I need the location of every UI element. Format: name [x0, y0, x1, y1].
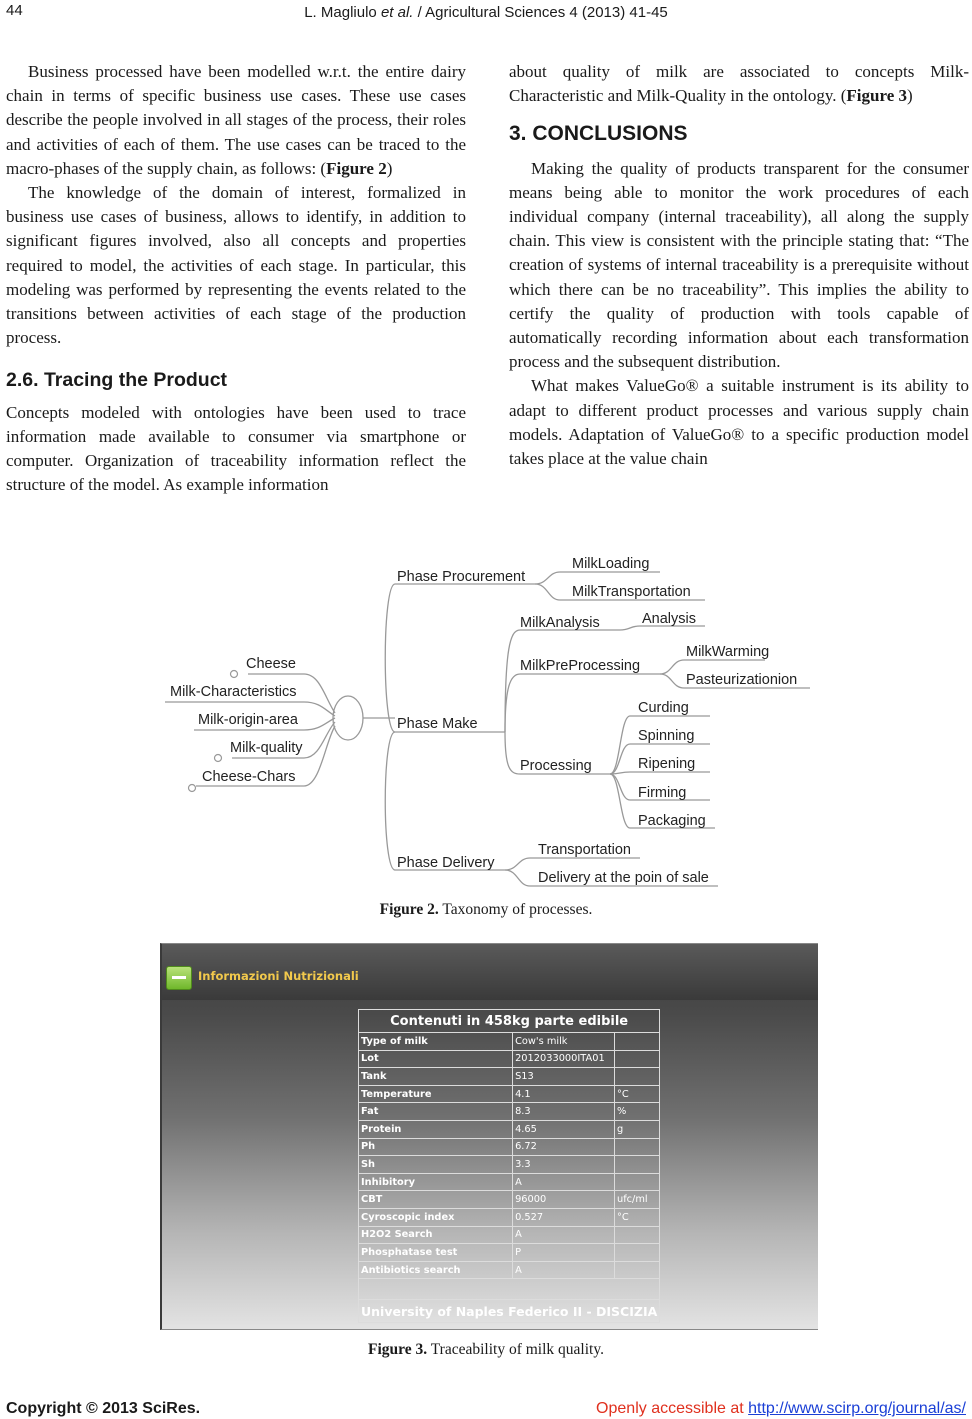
nutrition-table-footer: University of Naples Federico II - DISCIZIA — [359, 1300, 660, 1323]
table-row — [359, 1173, 660, 1191]
figure-3-caption-label: Figure 3. — [368, 1341, 428, 1358]
row-unit — [615, 1156, 660, 1174]
row-label: Inhibitory — [359, 1173, 513, 1191]
footer-access — [596, 1400, 966, 1418]
row-label: Ph — [359, 1138, 513, 1156]
row-value: 0.527 — [513, 1208, 615, 1226]
row-unit: g — [615, 1120, 660, 1138]
paragraph-text-end: ) — [907, 86, 913, 106]
row-unit: ufc/ml — [615, 1191, 660, 1209]
node-phase-procurement: Phase Procurement — [397, 569, 526, 585]
panel-title: Informazioni Nutrizionali — [198, 969, 359, 983]
node-phase-make: Phase Make — [397, 716, 478, 732]
table-row — [359, 1244, 660, 1262]
paragraph: Concepts modeled with ontologies have been used to trace information made available to consumer via smartphone or computer. Organization of traceability information reflect the structure of the model. As example information — [6, 402, 466, 495]
figure-3-reference[interactable]: Figure 3 — [846, 86, 908, 106]
figure-2-caption-label: Figure 2. — [379, 901, 439, 918]
row-unit: °C — [615, 1208, 660, 1226]
figure-3-caption-text: Traceability of milk quality. — [427, 1341, 604, 1358]
node-pasteurization: Pasteurizationion — [686, 672, 798, 688]
left-column — [6, 60, 466, 497]
table-row — [359, 1156, 660, 1174]
row-unit: °C — [615, 1085, 660, 1103]
row-label: H2O2 Search — [359, 1226, 513, 1244]
node-milk-warming: MilkWarming — [686, 644, 770, 660]
row-unit — [615, 1261, 660, 1279]
row-label: Sh — [359, 1156, 513, 1174]
footer-access-text: Openly accessible at — [596, 1400, 749, 1417]
row-value: P — [513, 1244, 615, 1262]
node-cheese: Cheese — [246, 656, 296, 672]
paragraph — [509, 60, 969, 108]
section-heading-conclusions: 3. CONCLUSIONS — [509, 122, 688, 146]
row-label: Tank — [359, 1068, 513, 1086]
table-row — [359, 1191, 660, 1209]
table-row — [359, 1033, 660, 1051]
table-row — [359, 1261, 660, 1279]
figure-2-caption — [0, 901, 972, 919]
node-analysis: Analysis — [642, 611, 696, 627]
node-milk-preprocessing: MilkPreProcessing — [520, 658, 641, 674]
row-label: Type of milk — [359, 1033, 513, 1051]
row-label: Antibiotics search — [359, 1261, 513, 1279]
running-head-authors: L. Magliulo — [304, 4, 381, 21]
row-unit — [615, 1033, 660, 1051]
node-milk-quality: Milk-quality — [230, 740, 303, 756]
nutrition-table-title: Contenuti in 458kg parte edibile — [359, 1010, 660, 1033]
footer-copyright: Copyright © 2013 SciRes. — [6, 1400, 201, 1417]
table-row — [359, 1085, 660, 1103]
running-head — [0, 4, 972, 21]
nutrition-table — [358, 1009, 660, 1323]
node-milk-loading: MilkLoading — [572, 556, 650, 572]
row-label: Temperature — [359, 1085, 513, 1103]
row-value: 6.72 — [513, 1138, 615, 1156]
row-value: 2012033000ITA01 — [513, 1050, 615, 1068]
row-unit — [615, 1138, 660, 1156]
figure-2-reference[interactable]: Figure 2 — [326, 158, 387, 178]
section-heading-tracing: 2.6. Tracing the Product — [6, 369, 228, 392]
table-row — [359, 1103, 660, 1121]
row-value: S13 — [513, 1068, 615, 1086]
row-value: 8.3 — [513, 1103, 615, 1121]
row-value: 3.3 — [513, 1156, 615, 1174]
row-label: Protein — [359, 1120, 513, 1138]
node-firming: Firming — [638, 785, 687, 801]
node-delivery-point-of-sale: Delivery at the poin of sale — [538, 870, 709, 886]
table-row — [359, 1208, 660, 1226]
row-value: A — [513, 1173, 615, 1191]
page-number: 44 — [6, 2, 23, 19]
table-row — [359, 1050, 660, 1068]
node-packaging: Packaging — [638, 813, 706, 829]
row-value: 4.65 — [513, 1120, 615, 1138]
node-transportation: Transportation — [538, 842, 631, 858]
row-label: Cyroscopic index — [359, 1208, 513, 1226]
node-milk-characteristics: Milk-Characteristics — [170, 684, 297, 700]
node-cheese-chars: Cheese-Chars — [202, 769, 296, 785]
figure-2-caption-text: Taxonomy of processes. — [438, 901, 593, 918]
row-value: A — [513, 1226, 615, 1244]
collapse-minus-icon[interactable] — [166, 966, 192, 990]
blank-cell — [359, 1279, 660, 1300]
panel-header — [162, 944, 818, 1000]
row-unit — [615, 1226, 660, 1244]
node-milk-analysis: MilkAnalysis — [520, 615, 600, 631]
row-value: A — [513, 1261, 615, 1279]
node-ripening: Ripening — [638, 756, 696, 772]
row-unit — [615, 1068, 660, 1086]
running-head-etal: et al. — [380, 4, 414, 21]
figure-2-mindmap — [160, 548, 815, 893]
node-spinning: Spinning — [638, 728, 695, 744]
row-unit: % — [615, 1103, 660, 1121]
row-label: Fat — [359, 1103, 513, 1121]
table-row — [359, 1226, 660, 1244]
table-row — [359, 1120, 660, 1138]
node-processing: Processing — [520, 758, 592, 774]
row-unit — [615, 1050, 660, 1068]
paragraph: The knowledge of the domain of interest, formalized in business use cases of business, allows to identify, in addition to significant figures involved, also all concepts and properties required to model, the activities of each stage. In particular, this modeling was performed by representing the events related to the transitions between activities of each stage of the production process. — [6, 183, 466, 348]
table-row — [359, 1138, 660, 1156]
right-column — [509, 60, 969, 471]
figure-3-screenshot — [160, 943, 818, 1330]
paragraph: What makes ValueGo® a suitable instrument is its ability to adapt to different product processes and various supply chain models. Adaptation of ValueGo® to a specific production model takes place at the value chain — [509, 376, 969, 469]
node-milk-origin-area: Milk-origin-area — [198, 712, 298, 728]
journal-link[interactable]: http://www.scirp.org/journal/as/ — [748, 1400, 966, 1417]
row-label: Lot — [359, 1050, 513, 1068]
running-head-journal: / Agricultural Sciences 4 (2013) 41-45 — [413, 4, 668, 21]
node-milk-transportation: MilkTransportation — [572, 584, 691, 600]
paragraph-text: about quality of milk are associated to concepts Milk-Characteristic and Milk-Quality in the ontology. ( — [509, 62, 969, 106]
row-unit — [615, 1244, 660, 1262]
paragraph-text: Business processed have been modelled w.r.t. the entire dairy chain in terms of specific business use cases. These use cases describe the people involved in all stages of the process, their roles and activities of each of them. The use cases can be traced to the macro-phases of the supply chain, as follows: ( — [6, 62, 466, 178]
table-row — [359, 1068, 660, 1086]
row-label: CBT — [359, 1191, 513, 1209]
node-curding: Curding — [638, 700, 689, 716]
row-label: Phosphatase test — [359, 1244, 513, 1262]
row-value: 96000 — [513, 1191, 615, 1209]
table-row-blank — [359, 1279, 660, 1300]
node-phase-delivery: Phase Delivery — [397, 855, 495, 871]
figure-3-caption — [0, 1341, 972, 1359]
paragraph: Making the quality of products transparent for the consumer means being able to monitor the work procedures of each individual company (internal traceability), all along the supply chain. This view is consistent with the principle stating that: “The creation of systems of internal traceability is a prerequisite without which there can be no traceability”. This implies the ability to certify the quality of production with tools capable of automatically recording information about each transformation process and the subsequent distribution. — [509, 158, 969, 372]
row-value: Cow's milk — [513, 1033, 615, 1051]
paragraph — [6, 60, 466, 181]
paragraph-text-end: ) — [386, 158, 393, 178]
row-value: 4.1 — [513, 1085, 615, 1103]
row-unit — [615, 1173, 660, 1191]
